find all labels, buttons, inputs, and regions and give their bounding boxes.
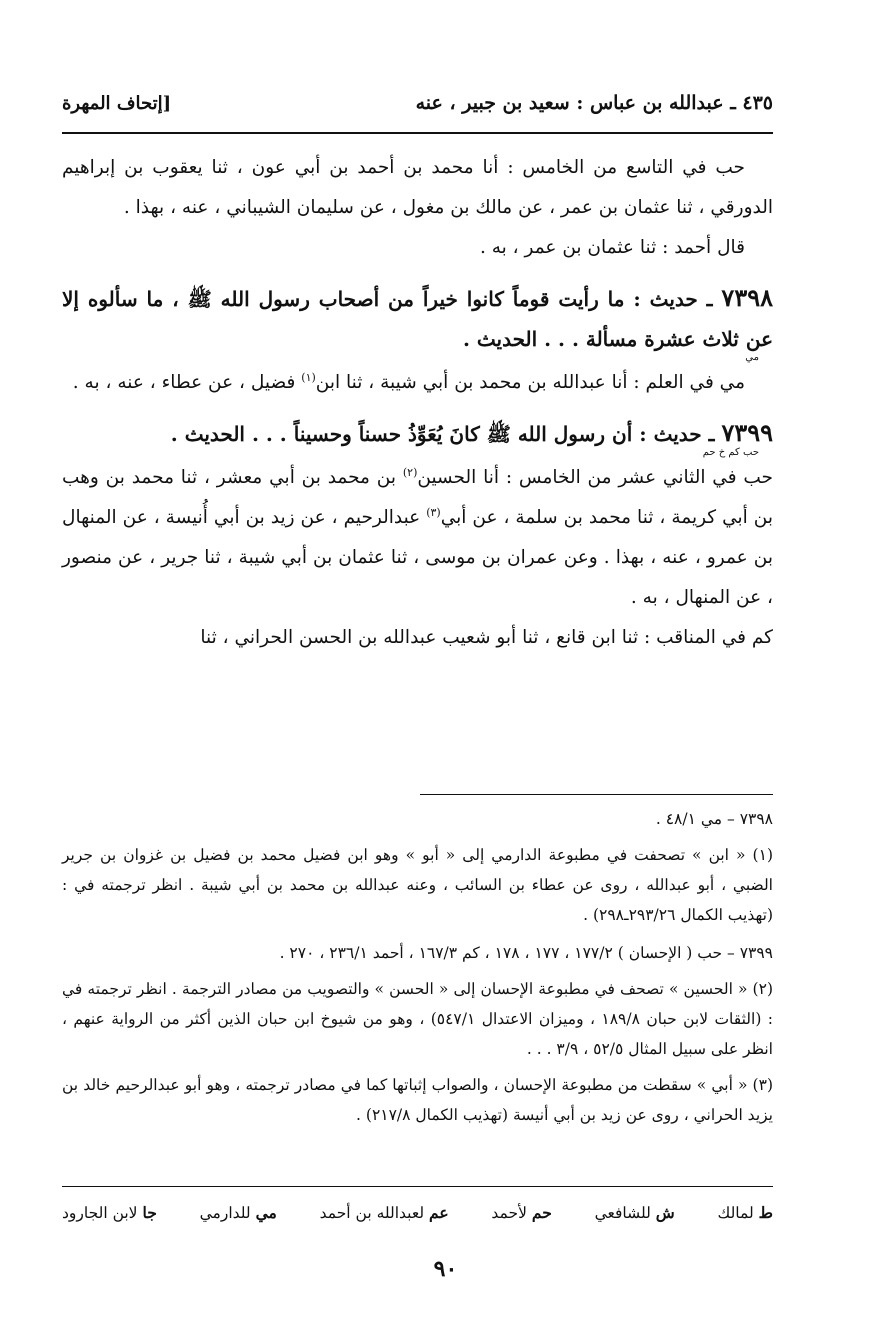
running-head: [62, 86, 773, 120]
sigla-item: مي للدارمي: [199, 1202, 277, 1222]
hadith-text: ـ حديث : ما رأيت قوماً كانوا خيراً من أصحاب رسول الله ﷺ ، ما سألوه إلا عن ثلاث عشرة مسألة . . . الحديث .: [62, 287, 773, 351]
source-ref-7399: ٧٣٩٩ – حب ( الإحسان ) ١٧٧/٢ ، ١٧٧ ، ١٧٨ ، كم ١٦٧/٣ ، أحمد ٢٣٦/١ ، ٢٧٠ .: [279, 944, 773, 962]
sigla-key: [62, 1196, 773, 1228]
isnad-text: مي في العلم : أنا عبدالله بن محمد بن أبي شيبة ، ثنا ابن: [315, 372, 745, 393]
hadith-number: ٧٣٩٨: [721, 283, 773, 312]
isnad-text: فضيل ، عن عطاء ، عنه ، به .: [72, 372, 296, 393]
footnote-rule: [420, 794, 773, 795]
paragraph-isnad-3: [62, 363, 773, 403]
header-rule: [62, 132, 773, 134]
paragraph-isnad-4: [62, 458, 773, 618]
sigla-item: عم لعبدالله بن أحمد: [319, 1202, 449, 1222]
paragraph-isnad-2: قال أحمد : ثنا عثمان بن عمر ، به .: [479, 237, 745, 258]
hadith-7398-heading: [62, 278, 773, 363]
main-text: [62, 148, 773, 658]
book-title: [إتحاف المهرة: [62, 92, 172, 114]
footnote-2: (٢) « الحسين » تصحف في مطبوعة الإحسان إلى « الحسن » والتصويب من مصادر الترجمة . انظر ترجمته في : (الثقات لابن حبان ١٨٩/٨ ، وميزان الاعتدال ٥٤٧/١) ، وهو من شيوخ ابن حبان الذين أكثر من الرواية عنهم ، انظر على سبيل المثال ٥٢/٥ ، ٣/٩ . . .: [62, 980, 773, 1058]
paragraph-isnad-5: كم في المناقب : ثنا ابن قانع ، ثنا أبو شعيب عبدالله بن الحسن الحراني ، ثنا: [200, 627, 773, 648]
hadith-text: ـ حديث : أن رسول الله ﷺ كانَ يُعَوِّذُ حسناً وحسيناً . . . الحديث .: [170, 422, 715, 446]
isnad-text: حب في الثاني عشر من الخامس : أنا الحسين: [417, 467, 773, 488]
paragraph-isnad-1: حب في التاسع من الخامس : أنا محمد بن أحمد بن أبي عون ، ثنا يعقوب بن إبراهيم الدورقي ، ثنا عثمان بن عمر ، عن مالك بن مغول ، عن سليمان الشيباني ، عنه ، بهذا .: [62, 157, 773, 218]
source-ref-7398: ٧٣٩٨ – مي ٤٨/١ .: [655, 810, 773, 828]
sigla-item: جا لابن الجارود: [62, 1202, 157, 1222]
isnad-text: عبدالرحيم ، عن زيد بن أبي أُنيسة ، عن المنهال بن عمرو ، عنه ، بهذا . وعن عمران بن موسى ، ثنا عثمان بن أبي شيبة ، ثنا جرير ، عن منصور ، عن المنهال ، به .: [62, 507, 773, 608]
hadith-sigla: مي: [745, 352, 759, 363]
hadith-sigla: حب كم خ حم: [702, 447, 759, 458]
footnote-1: (١) « ابن » تصحفت في مطبوعة الدارمي إلى « أبو » وهو ابن فضيل محمد بن فضيل بن غزوان بن جرير الضبي ، أبو عبدالله ، روى عن عطاء بن السائب ، وعنه عبدالله بن محمد بن أبي شيبة . انظر ترجمته في : (تهذيب الكمال ٢٩٣/٢٦ـ٢٩٨) .: [62, 846, 773, 924]
running-title: ٤٣٥ ـ عبدالله بن عباس : سعيد بن جبير ، عنه: [415, 92, 773, 114]
hadith-number: ٧٣٩٩: [721, 418, 773, 447]
footnote-ref-3[interactable]: (٣): [426, 505, 441, 519]
hadith-7399-heading: [62, 413, 773, 458]
footnote-3: (٣) « أبي » سقطت من مطبوعة الإحسان ، والصواب إثباتها كما في مصادر ترجمته ، وهو أبو عبدالرحيم خالد بن يزيد الحراني ، روى عن زيد بن أبي أنيسة (تهذيب الكمال ٢١٧/٨) .: [62, 1076, 773, 1124]
sigla-rule: [62, 1186, 773, 1187]
footnote-ref-1[interactable]: (١): [301, 370, 316, 384]
page-number: ٩٠: [433, 1256, 458, 1282]
sigla-item: ش للشافعي: [594, 1202, 675, 1222]
footnote-ref-2[interactable]: (٢): [402, 465, 418, 479]
footnotes: [62, 804, 773, 1136]
isnad-text: بن محمد بن أبي معشر ، ثنا محمد بن وهب بن أبي كريمة ، ثنا محمد بن سلمة ، عن أبي: [62, 467, 773, 528]
sigla-item: ط لمالك: [717, 1202, 773, 1222]
sigla-item: حم لأحمد: [491, 1202, 552, 1222]
